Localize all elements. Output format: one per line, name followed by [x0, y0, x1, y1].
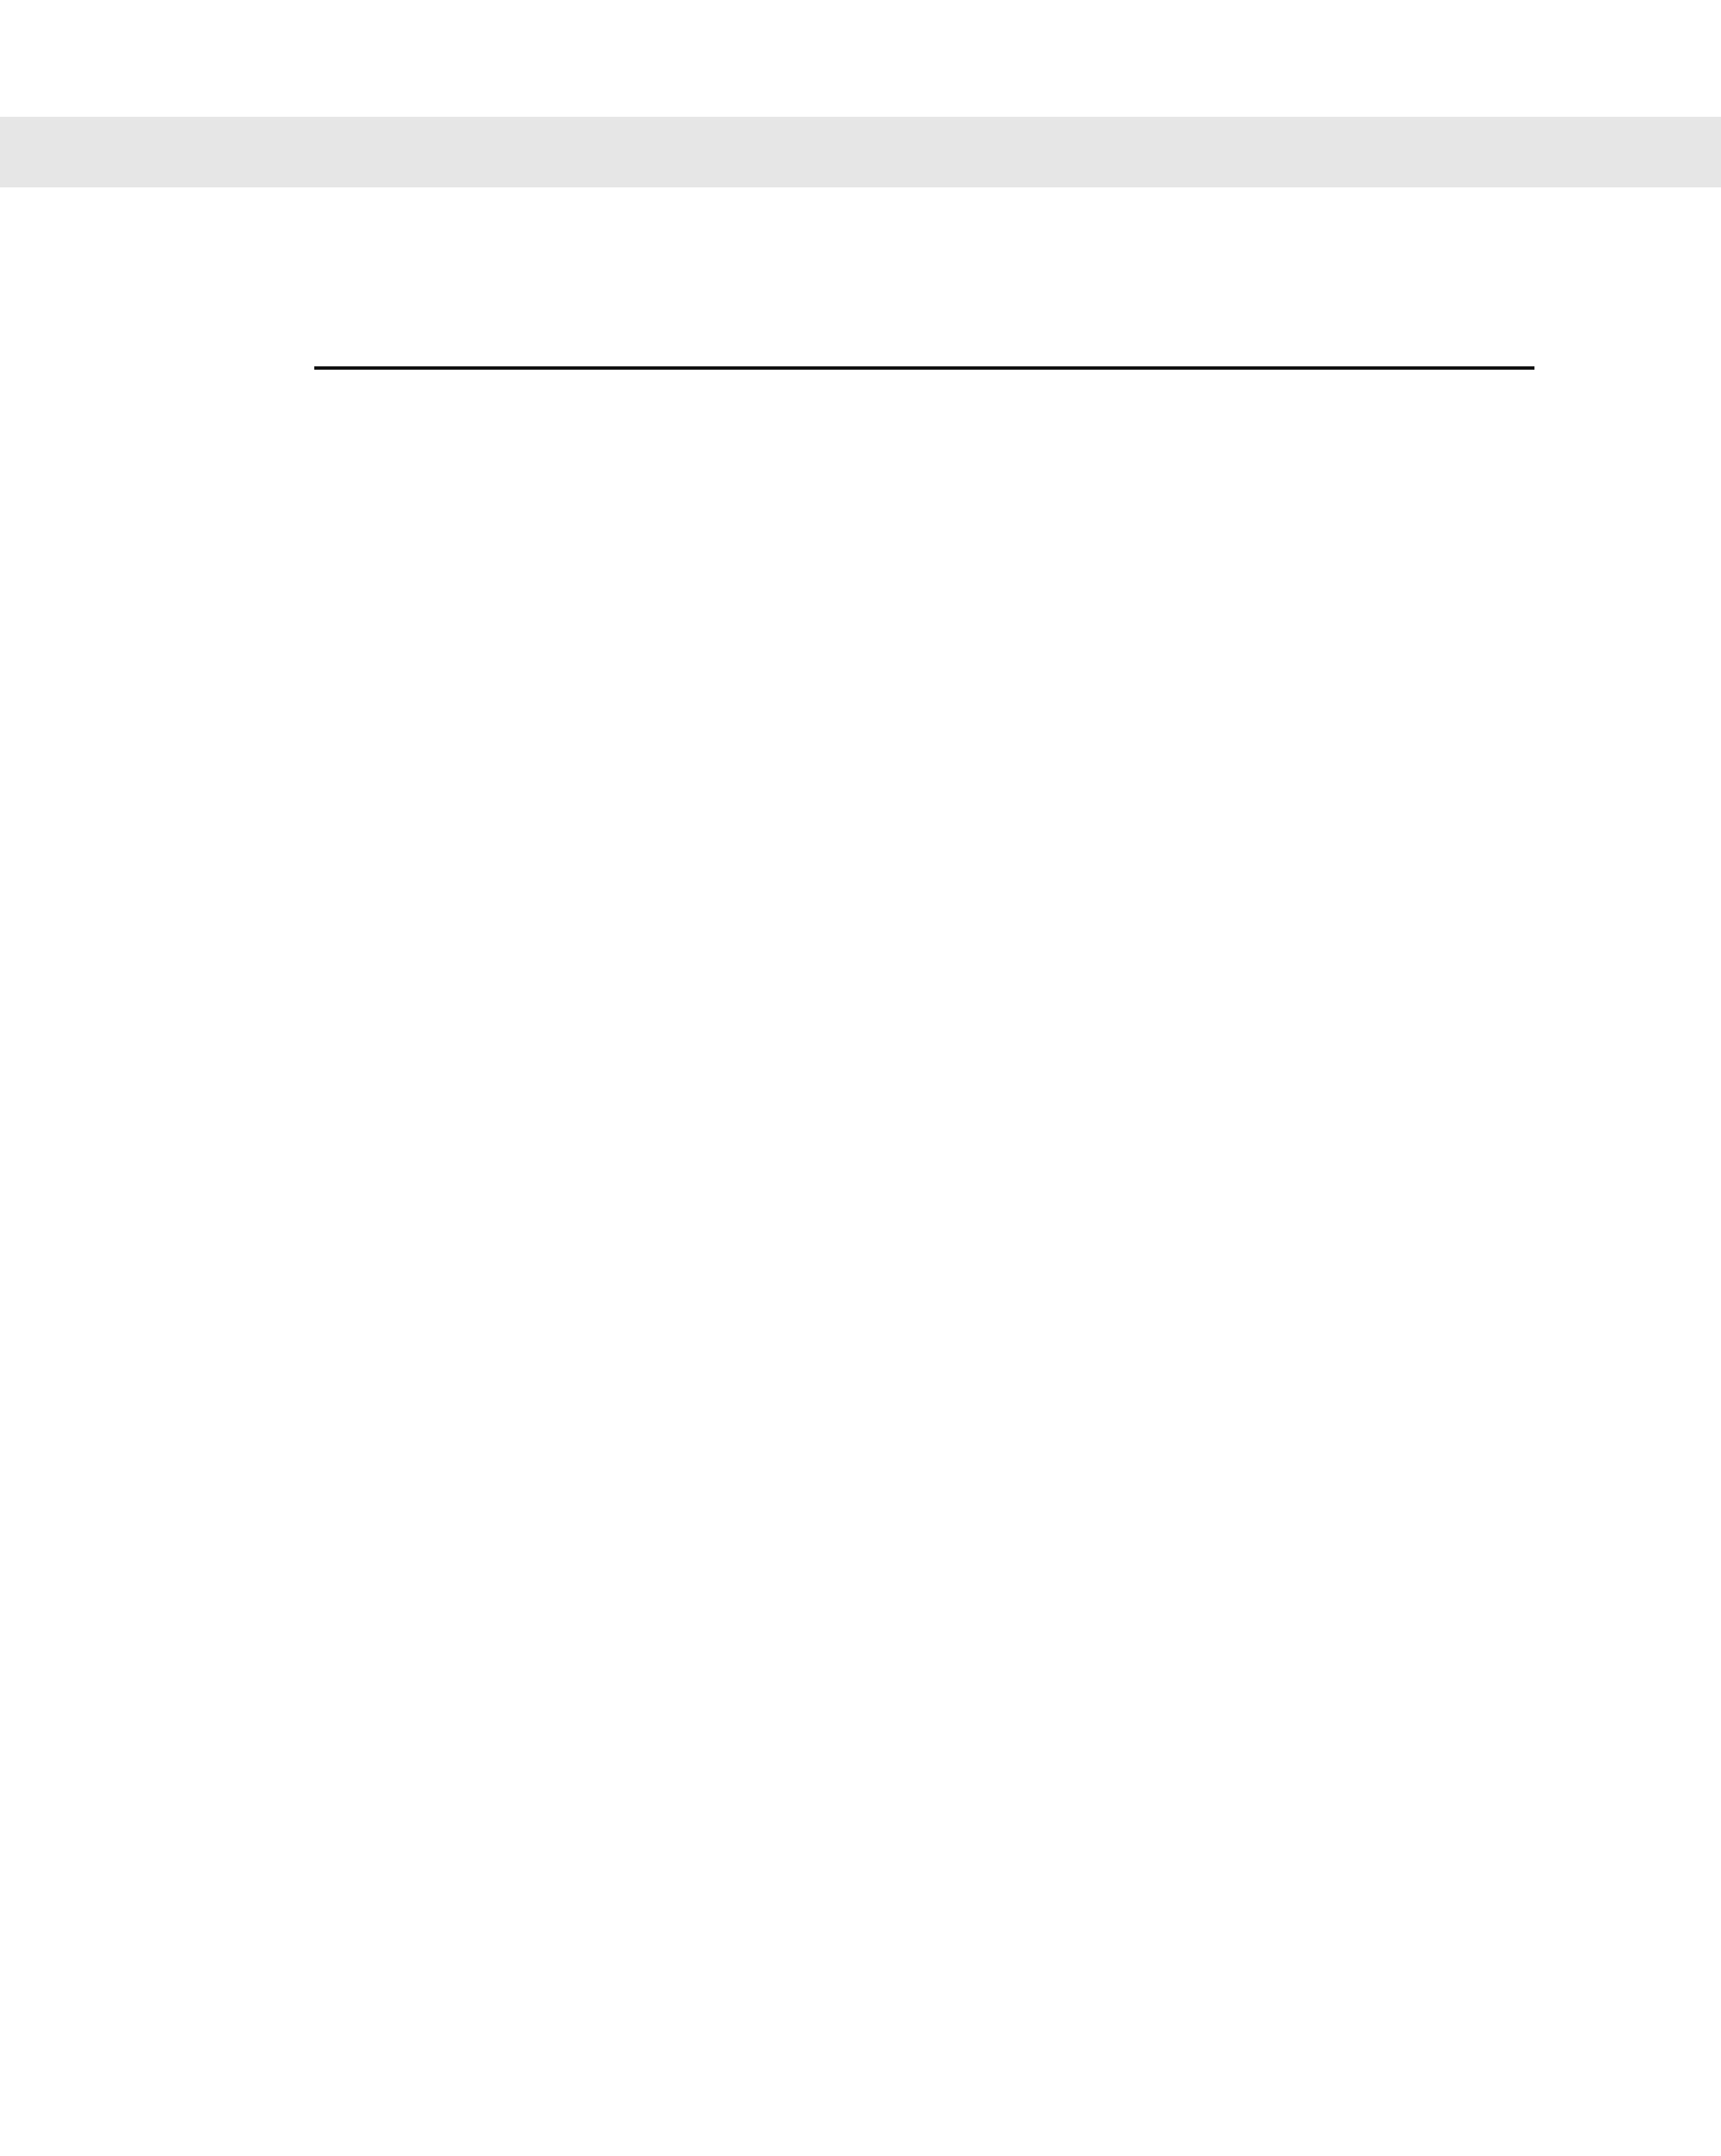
part-heading-rule: [314, 366, 1534, 370]
running-header-bar: [0, 117, 1721, 187]
table-of-contents: [314, 260, 1534, 370]
part-heading: [314, 302, 1534, 353]
